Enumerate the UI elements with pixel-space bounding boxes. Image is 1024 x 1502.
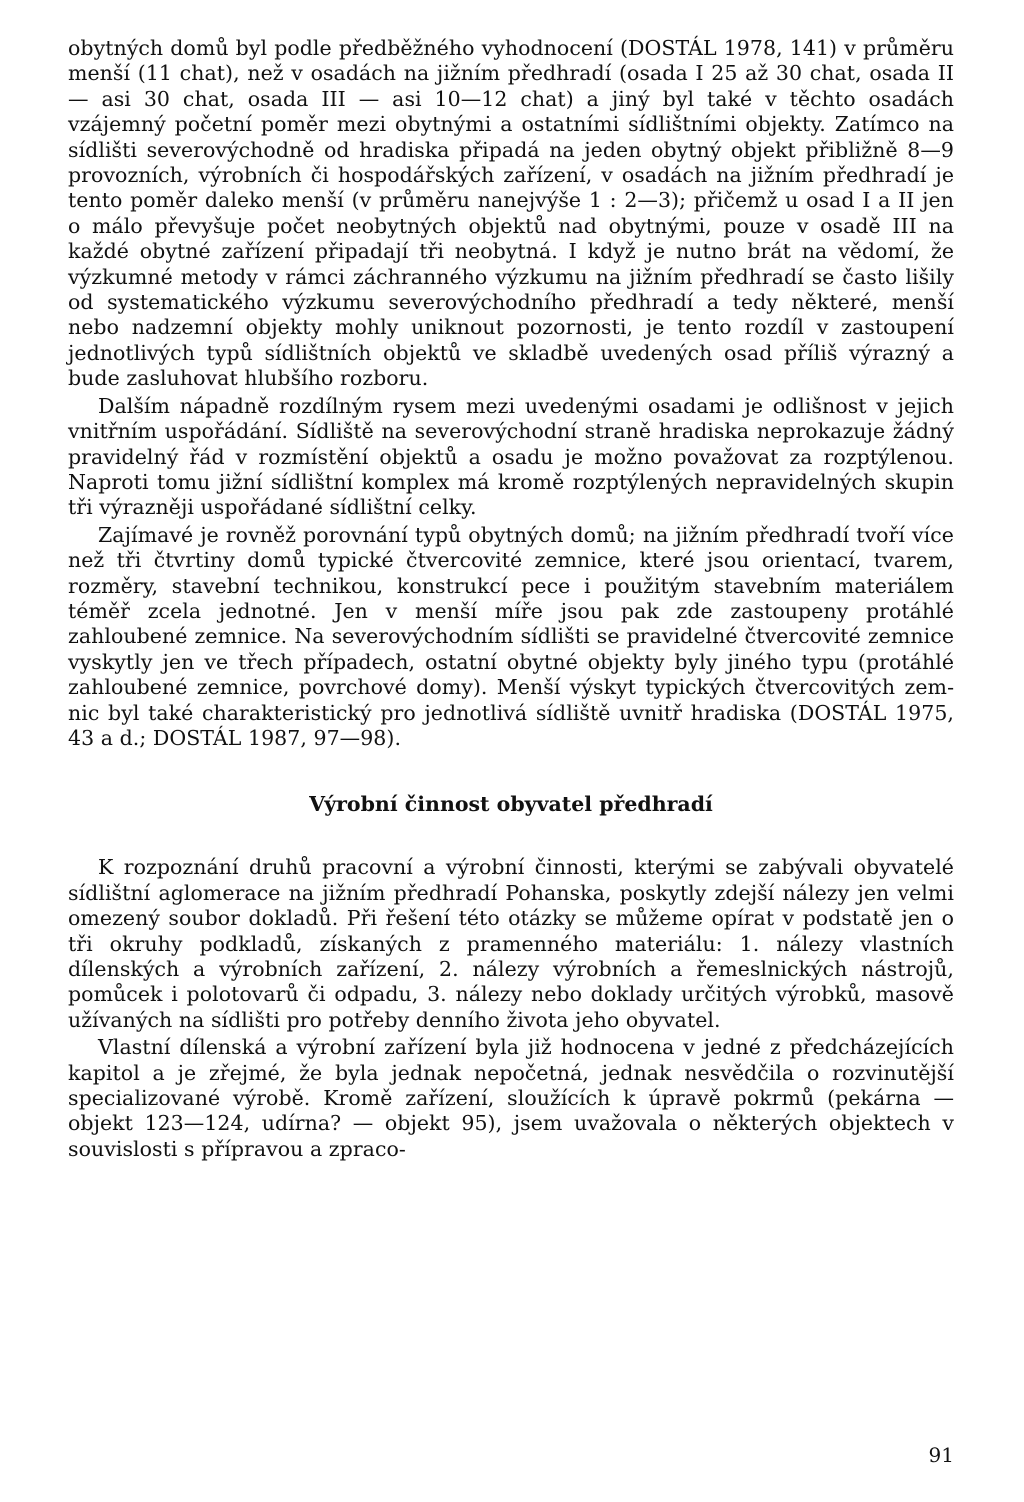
page-number: 91 bbox=[928, 1443, 954, 1467]
paragraph-3: Zajímavé je rovněž porovnání typů obytných domů; na jižním předhradí tvoří více než tři čtvrtiny domů typické čtvercovité zemnice, které jsou orientací, tvarem, rozměry, stavební technikou, konstrukcí pece i použitým stavebním materiálem téměř zcela jednotné. Jen v menší míře jsou pak zde zastoupeny protáhlé zahloubené zemnice. Na severovýchodním sídlišti se pravidelné čtvercovité zemnice vyskytly jen ve třech případech, ostatní obytné objekty byly jiného typu (protáhlé zahloubené zemnice, povrchové domy). Menší výskyt typických čtvercovitých zemnic byl také charakteristický pro jednotlivá sídliště uvnitř hradiska (DOSTÁL 1975, 43 a d.; DOSTÁL 1987, 97—98). bbox=[68, 522, 954, 750]
paragraph-5: Vlastní dílenská a výrobní zařízení byla již hodnocena v jedné z předcházejících kapitol a je zřejmé, že byla jednak nepočetná, jednak nesvědčila o rozvinutější specializované výrobě. Kromě zařízení, sloužících k úpravě pokrmů (pekárna — objekt 123—124, udírna? — objekt 95), jsem uvažovala o některých objektech v souvislosti s přípravou a zpraco- bbox=[68, 1035, 954, 1161]
paragraph-2: Dalším nápadně rozdílným rysem mezi uvedenými osadami je odlišnost v jejich vnitřním uspořádání. Sídliště na severovýchodní straně hradiska neprokazuje žádný pravidelný řád v rozmístění objektů a osadu je možno považovat za rozptýlenou. Naproti tomu jižní sídlištní komplex má kromě rozptýlených nepravidelných skupin tři výrazněji uspořádané sídlištní celky. bbox=[68, 393, 954, 520]
page-body bbox=[68, 36, 954, 1162]
paragraph-4: K rozpoznání druhů pracovní a výrobní činnosti, kterými se zabývali obyvatelé sídlištní aglomerace na jižním předhradí Pohanska, poskytly zdejší nálezy jen velmi omezený soubor dokladů. Při řešení této otázky se můžeme opírat v podstatě jen o tři okruhy podkladů, získaných z pramenného materiálu: 1. nálezy vlastních dílenských a výrobních zařízení, 2. nálezy výrobních a řemeslnických nástrojů, pomůcek i polotovarů či odpadu, 3. nálezy nebo doklady určitých výrobků, masově užívaných na sídlišti pro potřeby denního života jeho obyvatel. bbox=[68, 855, 954, 1032]
section-heading: Výrobní činnost obyvatel předhradí bbox=[309, 792, 713, 817]
paragraph-1: obytných domů byl podle předběžného vyhodnocení (DOSTÁL 1978, 141) v průměru menší (11 chat), než v osadách na jižním předhradí (osada I 25 až 30 chat, osada II — asi 30 chat, osada III — asi 10—12 chat) a jiný byl také v těchto osadách vzájemný početní poměr mezi obytnými a ostatními sídlištními objekty. Zatímco na sídlišti severovýchodně od hradiska připadá na jeden obytný objekt přibližně 8—9 provozních, výrobních či hospodářských zařízení, v osadách na jižním předhradí je tento poměr daleko menší (v průměru nanejvýše 1 : 2—3); přičemž u osad I a II jen o málo převyšuje počet neobytných objektů nad obytnými, pouze v osadě III na každé obytné zařízení připadají tři neobytná. I když je nutno brát na vědomí, že výzkumné metody v rámci záchranného výzkumu na jižním předhradí se často lišily od systematického výzkumu severovýchodního předhradí a tedy některé, menší nebo nadzemní objekty mohly uniknout pozornosti, je tento rozdíl v zastoupení jednotlivých typů sídlištních objektů ve skladbě uvedených osad příliš výrazný a bude zasluhovat hlubšího rozboru. bbox=[68, 36, 954, 391]
